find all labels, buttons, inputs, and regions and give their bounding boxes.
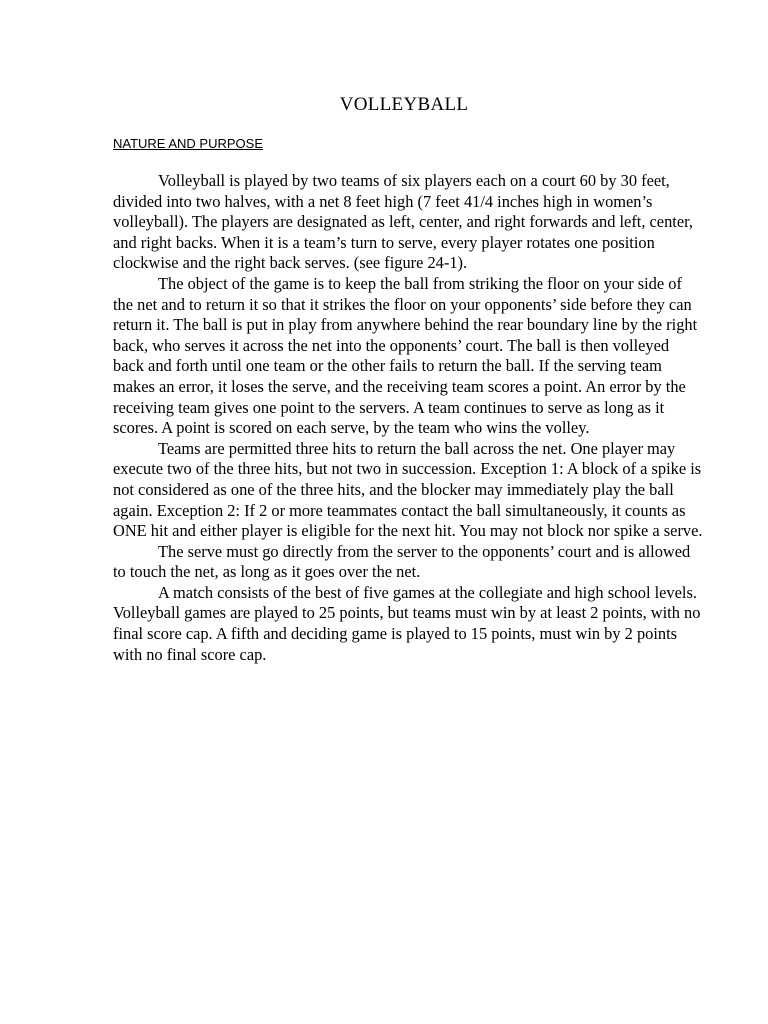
paragraph-object: The object of the game is to keep the ball from striking the floor on your side of the net and to return it so that it strikes the floor on your opponents’ side before they can return it. The ball is put in play from anywhere behind the rear boundary line by the right back, who serves it across the net into the opponents’ court. The ball is then volleyed back and forth until one team or the other fails to return the ball. If the serving team makes an error, it loses the serve, and the receiving team scores a point. An error by the receiving team gives one point to the servers. A team continues to serve as long as it scores. A point is scored on each serve, by the team who wins the volley. (113, 273, 698, 438)
paragraph-hits: Teams are permitted three hits to return the ball across the net. One player may execute two of the three hits, but not two in succession. Exception 1: A block of a spike is not considered as one of the three hits, and the blocker may immediately play the ball again. Exception 2: If 2 or more teammates contact the ball simultaneously, it counts as ONE hit and either player is eligible for the next hit. You may not block nor spike a serve. (113, 438, 703, 541)
document-title: VOLLEYBALL (339, 94, 469, 115)
body-text (113, 171, 703, 665)
paragraph-match: A match consists of the best of five games at the collegiate and high school levels. Volleyball games are played to 25 points, but teams must win by at least 2 points, with no final score cap. A fifth and deciding game is played to 15 points, must win by 2 points with no final score cap. (113, 582, 701, 664)
section-heading: NATURE AND PURPOSE (113, 136, 264, 151)
paragraph-serve: The serve must go directly from the server to the opponents’ court and is allowed to touch the net, as long as it goes over the net. (113, 541, 691, 582)
paragraph-court: Volleyball is played by two teams of six players each on a court 60 by 30 feet, divided into two halves, with a net 8 feet high (7 feet 41/4 inches high in women’s volleyball). The players are designated as left, center, and right forwards and left, center, and right backs. When it is a team’s turn to serve, every player rotates one position clockwise and the right back serves. (see figure 24-1). (113, 171, 694, 273)
